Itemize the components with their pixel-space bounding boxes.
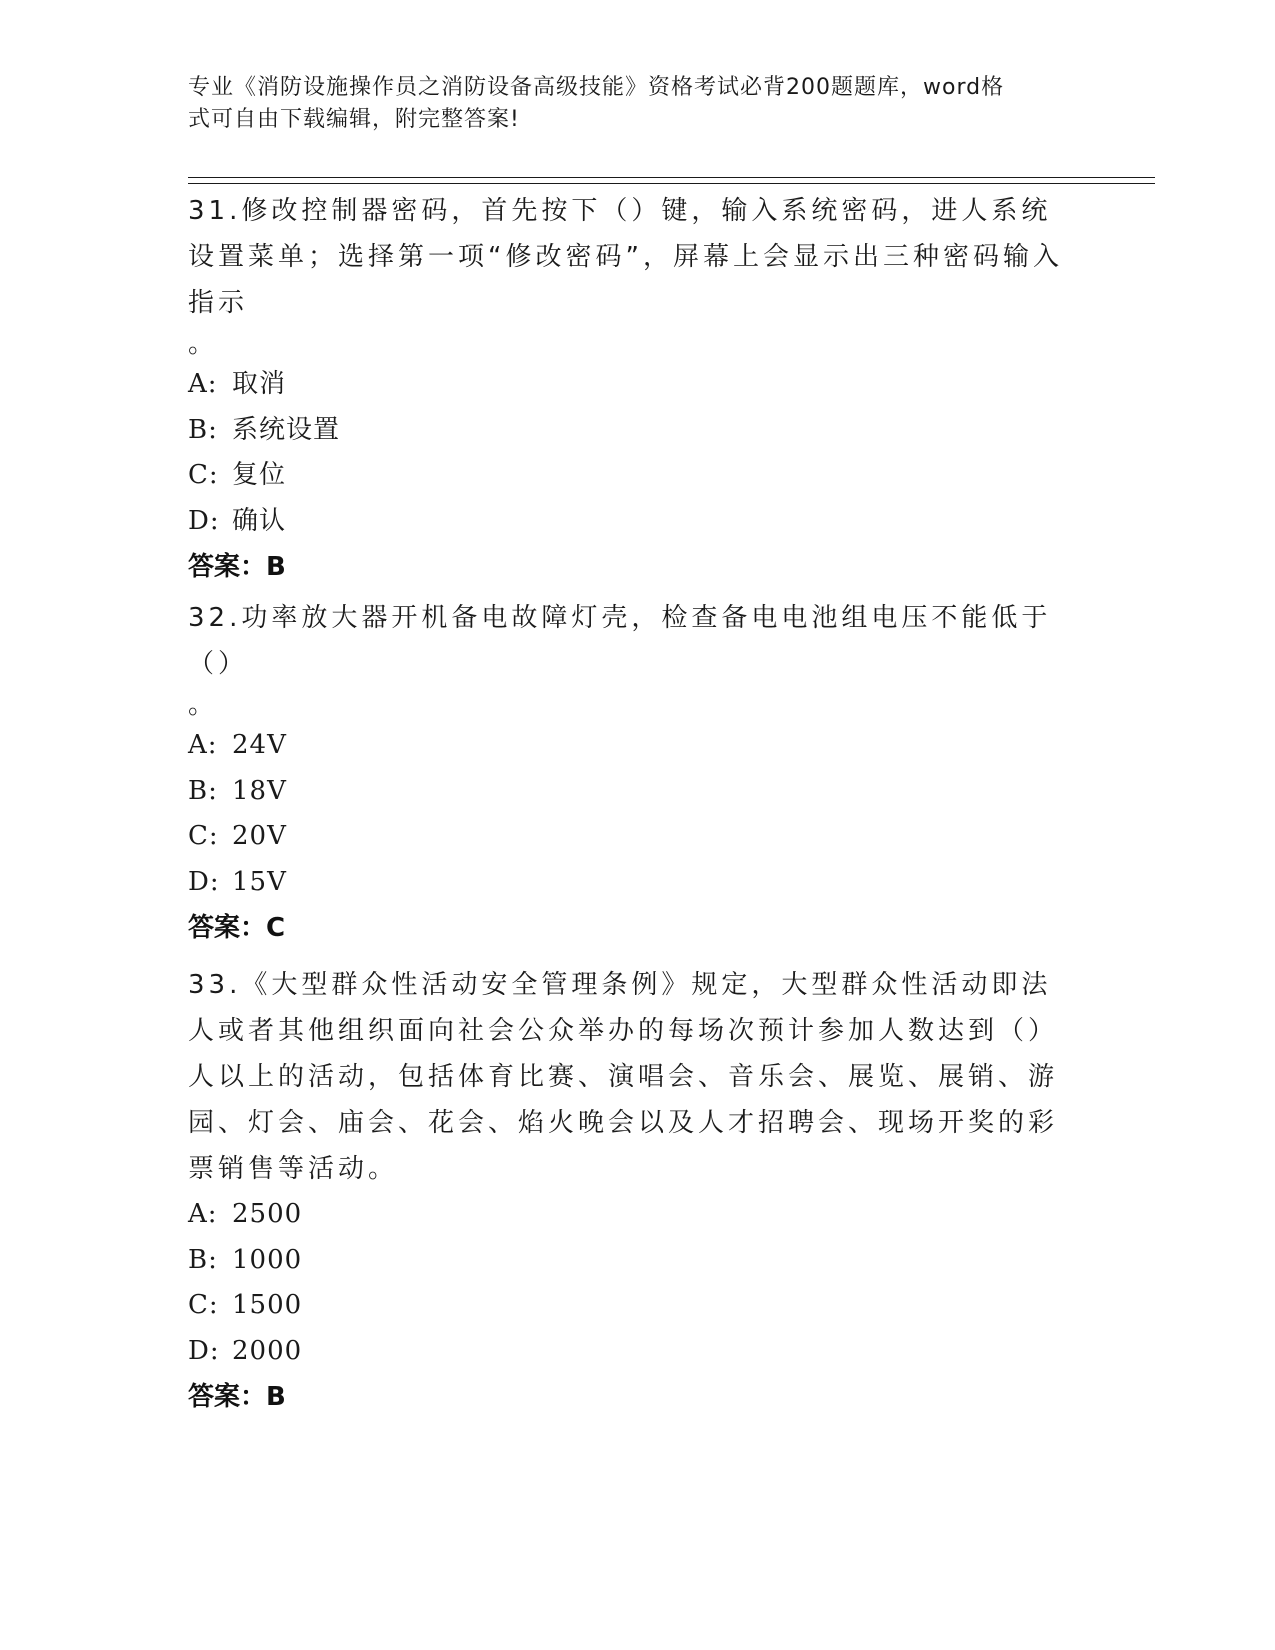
option-label: D:: [188, 866, 220, 897]
option-label: C:: [188, 460, 219, 490]
option-a: [188, 1192, 1078, 1238]
answer: 答案：B: [188, 552, 286, 582]
question-stem-end: 。: [188, 329, 215, 359]
header-line-2: 式可自由下载编辑，附完整答案!: [188, 107, 520, 132]
document-header: [188, 72, 1068, 136]
option-c: [188, 453, 1078, 499]
option-b: [188, 1238, 1078, 1284]
option-c: [188, 814, 1078, 860]
option-c: [188, 1283, 1078, 1329]
option-text: 18V: [232, 775, 287, 806]
option-label: D:: [188, 505, 220, 536]
question-32: [188, 595, 1078, 951]
option-text: 24V: [232, 730, 287, 760]
option-a: [188, 362, 1078, 408]
option-text: 2000: [232, 1335, 303, 1366]
option-label: C:: [188, 821, 219, 851]
question-31: [188, 188, 1078, 590]
option-label: B:: [188, 414, 218, 445]
answer: 答案：B: [188, 1382, 286, 1412]
option-label: A:: [188, 1199, 218, 1229]
question-stem-end: 。: [188, 690, 215, 720]
question-33: [188, 962, 1078, 1420]
option-text: 15V: [232, 866, 287, 897]
option-text: 1000: [232, 1244, 303, 1275]
header-divider-bottom: [188, 183, 1155, 184]
option-text: 1500: [232, 1290, 303, 1320]
question-stem: 33.《大型群众性活动安全管理条例》规定，大型群众性活动即法人或者其他组织面向社会公众举办的每场次预计参加人数达到（）人以上的活动，包括体育比赛、演唱会、音乐会、展览、展销、游园、灯会、庙会、花会、焰火晚会以及人才招聘会、现场开奖的彩票销售等活动。: [188, 970, 1059, 1184]
option-d: [188, 860, 1078, 906]
option-label: D:: [188, 1335, 220, 1366]
option-label: B:: [188, 1244, 218, 1275]
option-label: C:: [188, 1290, 219, 1320]
option-text: 20V: [232, 821, 287, 851]
option-text: 2500: [232, 1199, 303, 1229]
option-d: [188, 1329, 1078, 1375]
option-label: A:: [188, 369, 218, 399]
option-text: 复位: [232, 460, 287, 490]
option-b: [188, 769, 1078, 815]
question-stem: 31.修改控制器密码，首先按下（）键，输入系统密码，进人系统设置菜单；选择第一项“修改密码”，屏幕上会显示出三种密码输入指示: [188, 196, 1063, 318]
option-a: [188, 723, 1078, 769]
option-d: [188, 499, 1078, 545]
option-text: 取消: [232, 369, 287, 399]
header-line-1: 专业《消防设施操作员之消防设备高级技能》资格考试必背200题题库，word格: [188, 75, 1005, 100]
option-label: B:: [188, 775, 218, 806]
answer: 答案：C: [188, 913, 286, 943]
question-stem: 32.功率放大器开机备电故障灯壳，检查备电电池组电压不能低于（）: [188, 603, 1052, 679]
header-divider-top: [188, 177, 1155, 178]
option-b: [188, 408, 1078, 454]
option-text: 确认: [232, 505, 287, 536]
option-text: 系统设置: [232, 414, 341, 445]
option-label: A:: [188, 730, 218, 760]
